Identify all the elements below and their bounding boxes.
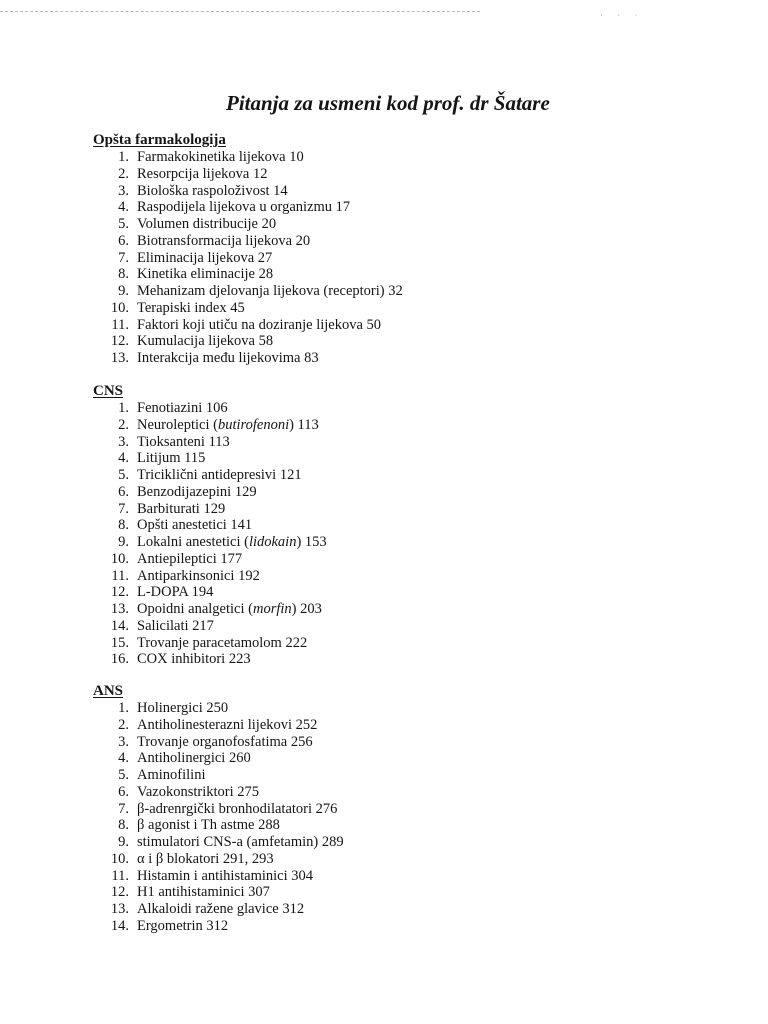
list-item <box>93 801 344 818</box>
item-text <box>137 484 257 501</box>
item-label: Aminofilini <box>137 767 206 783</box>
list-item <box>93 601 327 618</box>
item-label: Terapiski index 45 <box>137 299 245 316</box>
item-text <box>137 901 304 918</box>
item-text <box>137 784 259 801</box>
item-number: 4. <box>118 199 129 216</box>
list-item <box>93 501 327 518</box>
item-number: 1. <box>118 400 129 416</box>
item-label: Ergometrin 312 <box>137 917 229 934</box>
item-label: Neuroleptici ( <box>137 416 218 433</box>
item-number: 12. <box>110 584 129 601</box>
list-item <box>93 166 403 183</box>
item-text <box>137 166 267 183</box>
item-label: Interakcija među lijekovima 83 <box>137 350 319 366</box>
item-label: Opoidni analgetici ( <box>137 601 253 617</box>
list-item <box>93 450 327 467</box>
item-label: Antiholinergici 260 <box>137 750 251 767</box>
list-item <box>93 350 403 367</box>
item-number: 5. <box>118 467 129 483</box>
item-label: Biotransformacija lijekova 20 <box>137 232 311 249</box>
list-item <box>93 734 344 751</box>
item-label: Benzodijazepini 129 <box>137 483 257 500</box>
item-label: Eliminacija lijekova 27 <box>137 249 273 266</box>
item-text <box>137 400 228 417</box>
item-label: Antiepileptici 177 <box>137 550 243 567</box>
item-text <box>137 801 337 818</box>
item-label: Raspodijela lijekova u organizmu 17 <box>137 199 351 216</box>
item-number: 7. <box>118 500 129 517</box>
scan-artifact-dots: · · · <box>600 10 644 20</box>
list-item <box>93 333 403 350</box>
item-text <box>137 266 273 283</box>
section-heading: CNS <box>93 383 124 399</box>
list-item <box>93 534 327 551</box>
item-text <box>137 851 274 868</box>
item-label-suffix: ) 203 <box>291 601 322 617</box>
item-label: Antiparkinsonici 192 <box>137 567 260 584</box>
page-title: Pitanja za usmeni kod prof. dr Šatare <box>226 91 550 115</box>
list-item <box>93 584 327 601</box>
item-number: 6. <box>118 483 129 500</box>
item-text <box>137 918 228 935</box>
list-item <box>93 717 344 734</box>
item-label: Opšti anestetici 141 <box>137 517 253 534</box>
item-label-suffix: ) 153 <box>296 534 327 550</box>
item-number: 12. <box>110 333 129 350</box>
item-text <box>137 568 260 585</box>
item-label: Triciklični antidepresivi 121 <box>137 467 302 483</box>
list-item <box>93 183 403 200</box>
item-number: 3. <box>118 733 129 750</box>
list-item <box>93 784 344 801</box>
item-number: 3. <box>118 433 129 450</box>
list-item <box>93 635 327 652</box>
section-heading: Opšta farmakologija <box>93 132 226 148</box>
list-item <box>93 317 403 334</box>
list-item <box>93 233 403 250</box>
item-number: 14. <box>110 617 129 634</box>
item-number: 8. <box>118 266 129 283</box>
item-text <box>137 467 302 484</box>
item-text <box>137 333 273 350</box>
item-number: 9. <box>118 534 129 550</box>
item-number: 13. <box>110 601 129 617</box>
list-item <box>93 767 344 784</box>
list-item <box>93 417 327 434</box>
item-number: 4. <box>118 450 129 467</box>
section-ans <box>93 682 344 935</box>
item-text <box>137 868 313 885</box>
item-label-suffix: ) 113 <box>289 416 319 433</box>
question-list <box>93 149 403 367</box>
item-label: Antiholinesterazni lijekovi 252 <box>137 716 318 733</box>
item-number: 7. <box>118 800 129 817</box>
list-item <box>93 250 403 267</box>
section-heading: ANS <box>93 683 124 699</box>
item-text <box>137 884 270 901</box>
item-label: Faktori koji utiču na doziranje lijekova 50 <box>137 316 382 333</box>
item-number: 5. <box>118 767 129 783</box>
list-item <box>93 918 344 935</box>
item-label: Lokalni anestetici ( <box>137 534 249 550</box>
item-number: 5. <box>118 216 129 232</box>
list-item <box>93 551 327 568</box>
item-number: 9. <box>118 834 129 850</box>
item-text <box>137 149 304 166</box>
list-item <box>93 618 327 635</box>
item-number: 2. <box>118 416 129 433</box>
list-item <box>93 216 403 233</box>
item-number: 14. <box>110 917 129 934</box>
item-label: Volumen distribucije 20 <box>137 216 277 232</box>
list-item <box>93 700 344 717</box>
item-label: β agonist i Th astme 288 <box>137 817 280 834</box>
list-item <box>93 517 327 534</box>
question-list <box>93 700 344 935</box>
item-number: 2. <box>118 716 129 733</box>
item-text <box>137 651 251 668</box>
item-number: 9. <box>118 283 129 299</box>
item-number: 8. <box>118 817 129 834</box>
item-text <box>137 216 276 233</box>
item-text <box>137 734 313 751</box>
item-text <box>137 283 403 300</box>
item-number: 2. <box>118 165 129 182</box>
item-label: Farmakokinetika lijekova 10 <box>137 149 304 165</box>
item-number: 4. <box>118 750 129 767</box>
item-label: Litijum 115 <box>137 450 206 467</box>
item-text <box>137 517 252 534</box>
list-item <box>93 266 403 283</box>
list-item <box>93 750 344 767</box>
list-item <box>93 651 327 668</box>
item-text <box>137 434 230 451</box>
item-label-italic: butirofenoni <box>217 416 290 433</box>
item-label: β-adrenrgički bronhodilatatori 276 <box>137 800 338 817</box>
item-label: Vazokonstriktori 275 <box>137 783 260 800</box>
item-label: COX inhibitori 223 <box>137 651 251 668</box>
item-label-italic: morfin <box>252 601 292 617</box>
item-text <box>137 350 319 367</box>
item-label: Tioksanteni 113 <box>137 433 230 450</box>
item-label: Biološka raspoloživost 14 <box>137 182 288 199</box>
item-label: Alkaloidi ražene glavice 312 <box>137 901 305 917</box>
list-item <box>93 484 327 501</box>
item-number: 10. <box>110 299 129 316</box>
item-number: 11. <box>111 316 129 333</box>
item-label: Histamin i antihistaminici 304 <box>137 867 313 884</box>
item-text <box>137 534 327 551</box>
item-text <box>137 417 319 434</box>
list-item <box>93 149 403 166</box>
section-opsta-farmakologija <box>93 131 403 367</box>
question-list <box>93 400 327 668</box>
item-label: α i β blokatori 291, 293 <box>137 850 274 867</box>
item-text <box>137 601 322 618</box>
item-number: 15. <box>110 634 129 651</box>
item-number: 10. <box>110 550 129 567</box>
item-number: 10. <box>110 850 129 867</box>
list-item <box>93 568 327 585</box>
item-text <box>137 450 205 467</box>
item-text <box>137 834 344 851</box>
item-number: 6. <box>118 783 129 800</box>
item-text <box>137 233 310 250</box>
item-label: Kinetika eliminacije 28 <box>137 266 274 283</box>
item-text <box>137 584 213 601</box>
list-item <box>93 300 403 317</box>
item-number: 11. <box>111 867 129 884</box>
item-text <box>137 300 245 317</box>
item-label: L-DOPA 194 <box>137 584 214 601</box>
item-number: 16. <box>110 651 129 668</box>
item-number: 7. <box>118 249 129 266</box>
list-item <box>93 283 403 300</box>
item-text <box>137 717 317 734</box>
item-number: 6. <box>118 232 129 249</box>
item-text <box>137 767 205 784</box>
item-text <box>137 183 288 200</box>
item-number: 3. <box>118 182 129 199</box>
item-text <box>137 250 272 267</box>
list-item <box>93 400 327 417</box>
item-text <box>137 635 307 652</box>
item-text <box>137 700 228 717</box>
item-text <box>137 817 280 834</box>
item-text <box>137 501 225 518</box>
list-item <box>93 199 403 216</box>
item-text <box>137 199 350 216</box>
list-item <box>93 851 344 868</box>
list-item <box>93 901 344 918</box>
item-number: 1. <box>118 700 129 716</box>
list-item <box>93 467 327 484</box>
item-label: Fenotiazini 106 <box>137 400 228 416</box>
item-text <box>137 618 214 635</box>
item-label-italic: lidokain <box>248 534 297 550</box>
item-label: Mehanizam djelovanja lijekova (receptori) 32 <box>137 283 403 299</box>
list-item <box>93 434 327 451</box>
item-text <box>137 551 242 568</box>
section-cns <box>93 382 327 668</box>
item-number: 13. <box>110 350 129 366</box>
list-item <box>93 817 344 834</box>
item-label: stimulatori CNS-a (amfetamin) 289 <box>137 834 344 850</box>
item-number: 11. <box>111 567 129 584</box>
item-number: 12. <box>110 884 129 901</box>
list-item <box>93 884 344 901</box>
list-item <box>93 868 344 885</box>
item-number: 1. <box>118 149 129 165</box>
list-item <box>93 834 344 851</box>
item-number: 8. <box>118 517 129 534</box>
item-label: Kumulacija lijekova 58 <box>137 333 274 350</box>
item-label: Resorpcija lijekova 12 <box>137 165 268 182</box>
scan-artifact-line <box>0 11 480 12</box>
item-label: Trovanje organofosfatima 256 <box>137 733 313 750</box>
item-text <box>137 750 251 767</box>
item-label: Barbiturati 129 <box>137 500 226 517</box>
item-text <box>137 317 381 334</box>
item-label: Holinergici 250 <box>137 700 229 716</box>
item-label: H1 antihistaminici 307 <box>137 884 270 901</box>
item-number: 13. <box>110 901 129 917</box>
item-label: Salicilati 217 <box>137 617 214 634</box>
item-label: Trovanje paracetamolom 222 <box>137 634 308 651</box>
